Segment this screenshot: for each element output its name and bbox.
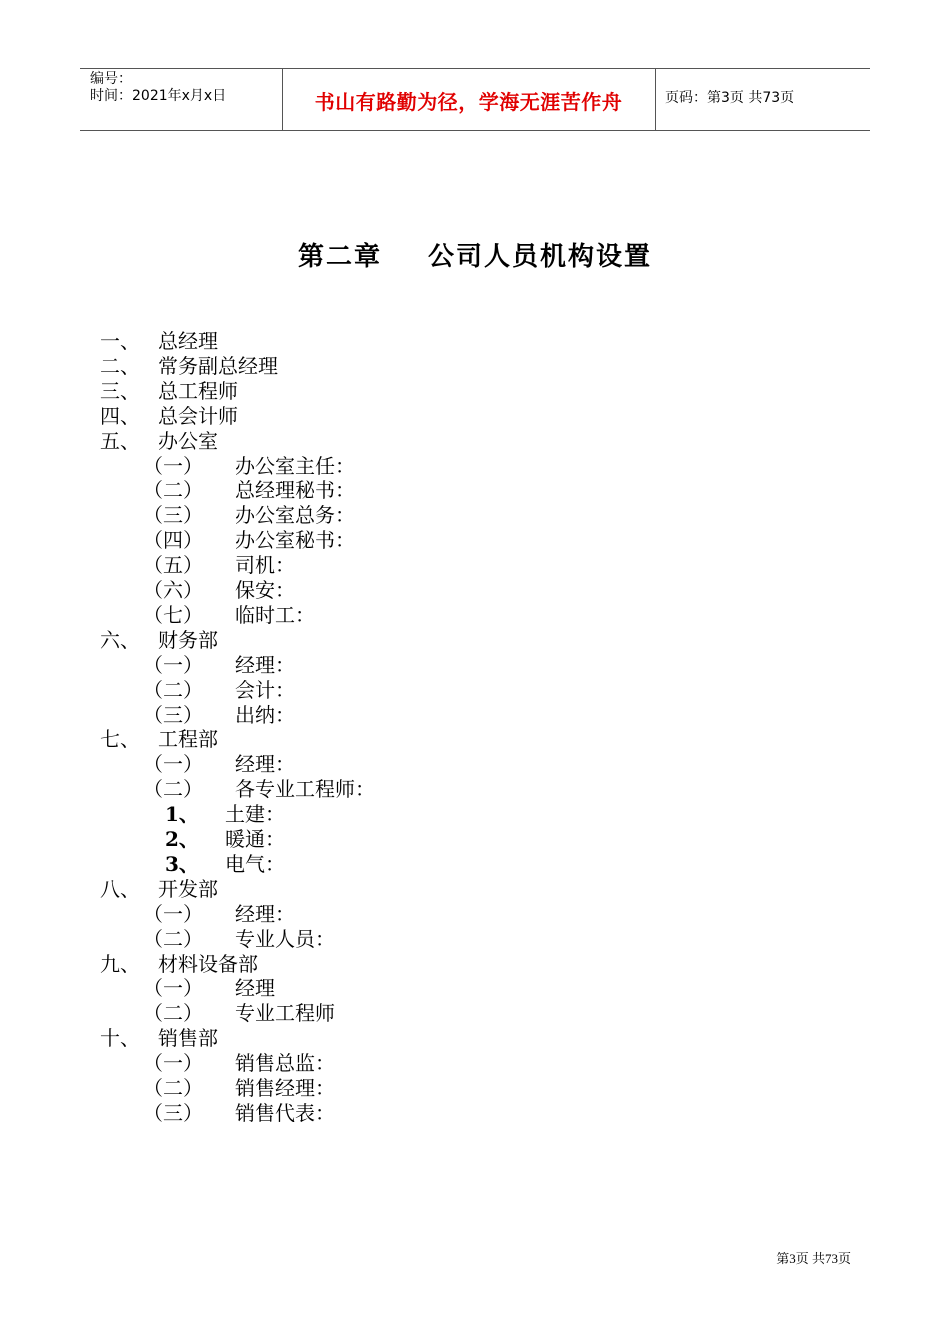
item-text: 总经理 xyxy=(158,329,218,353)
item-marker: （一） xyxy=(143,902,203,926)
item-marker: （一） xyxy=(143,752,203,776)
item-marker: 2、 xyxy=(165,827,199,851)
item-marker: 四、 xyxy=(100,404,140,428)
item-text: 办公室 xyxy=(158,429,218,453)
item-text: 暖通： xyxy=(225,827,285,851)
item-marker: （二） xyxy=(143,927,203,951)
chapter-title xyxy=(0,236,950,273)
item-marker: （五） xyxy=(143,553,203,577)
item-text: 销售部 xyxy=(158,1026,218,1050)
item-text: 材料设备部 xyxy=(158,952,258,976)
item-marker: （一） xyxy=(143,454,203,478)
item-text: 电气： xyxy=(225,852,285,876)
item-text: 财务部 xyxy=(158,628,218,652)
item-text: 会计： xyxy=(235,678,295,702)
page-header xyxy=(80,68,870,131)
header-info-cell xyxy=(80,69,283,130)
item-marker: （一） xyxy=(143,653,203,677)
item-marker: 三、 xyxy=(100,379,140,403)
item-marker: 十、 xyxy=(100,1026,140,1050)
item-text: 销售总监： xyxy=(235,1051,335,1075)
header-page-cell xyxy=(656,69,870,130)
item-marker: （二） xyxy=(143,777,203,801)
item-text: 保安： xyxy=(235,578,295,602)
item-text: 司机： xyxy=(235,553,295,577)
item-text: 经理： xyxy=(235,653,295,677)
item-text: 总经理秘书： xyxy=(235,478,355,502)
item-text: 专业人员： xyxy=(235,927,335,951)
item-marker: 3、 xyxy=(165,852,199,876)
header-page-number: 页码：第3页 共73页 xyxy=(665,90,795,106)
footer-page-number: 第3页 共73页 xyxy=(776,1251,851,1266)
item-marker: 五、 xyxy=(100,429,140,453)
item-marker: （三） xyxy=(143,1101,203,1125)
item-text: 总会计师 xyxy=(158,404,238,428)
item-marker: （二） xyxy=(143,1001,203,1025)
item-text: 经理 xyxy=(235,976,275,1000)
item-text: 办公室总务： xyxy=(235,503,355,527)
serial-number-label: 编号： xyxy=(90,71,132,87)
header-motto-cell xyxy=(282,69,656,130)
item-marker: （一） xyxy=(143,976,203,1000)
item-text: 工程部 xyxy=(158,727,218,751)
item-text: 销售代表： xyxy=(235,1101,335,1125)
item-marker: 七、 xyxy=(100,727,140,751)
item-marker: （二） xyxy=(143,478,203,502)
item-marker: （二） xyxy=(143,678,203,702)
date-label: 时间：2021年x月x日 xyxy=(90,88,227,104)
item-marker: （一） xyxy=(143,1051,203,1075)
item-marker: （七） xyxy=(143,603,203,627)
item-text: 开发部 xyxy=(158,877,218,901)
item-marker: （六） xyxy=(143,578,203,602)
item-text: 常务副总经理 xyxy=(158,354,278,378)
item-text: 出纳： xyxy=(235,703,295,727)
item-marker: 一、 xyxy=(100,329,140,353)
item-text: 销售经理： xyxy=(235,1076,335,1100)
item-text: 临时工： xyxy=(235,603,315,627)
item-text: 土建： xyxy=(225,802,285,826)
item-marker: （四） xyxy=(143,528,203,552)
item-marker: 二、 xyxy=(100,354,140,378)
chapter-heading: 公司人员机构设置 xyxy=(428,242,653,272)
item-text: 专业工程师 xyxy=(235,1001,335,1025)
item-marker: （三） xyxy=(143,703,203,727)
item-text: 经理： xyxy=(235,752,295,776)
item-marker: 八、 xyxy=(100,877,140,901)
item-marker: （二） xyxy=(143,1076,203,1100)
chapter-number: 第二章 xyxy=(297,242,382,272)
item-text: 总工程师 xyxy=(158,379,238,403)
item-marker: 九、 xyxy=(100,952,140,976)
item-marker: （三） xyxy=(143,503,203,527)
item-marker: 1、 xyxy=(165,802,199,826)
item-text: 办公室主任： xyxy=(235,454,355,478)
item-text: 经理： xyxy=(235,902,295,926)
motto-text: 书山有路勤为径，学海无涯苦作舟 xyxy=(314,90,623,114)
item-text: 办公室秘书： xyxy=(235,528,355,552)
item-text: 各专业工程师： xyxy=(235,777,375,801)
item-marker: 六、 xyxy=(100,628,140,652)
